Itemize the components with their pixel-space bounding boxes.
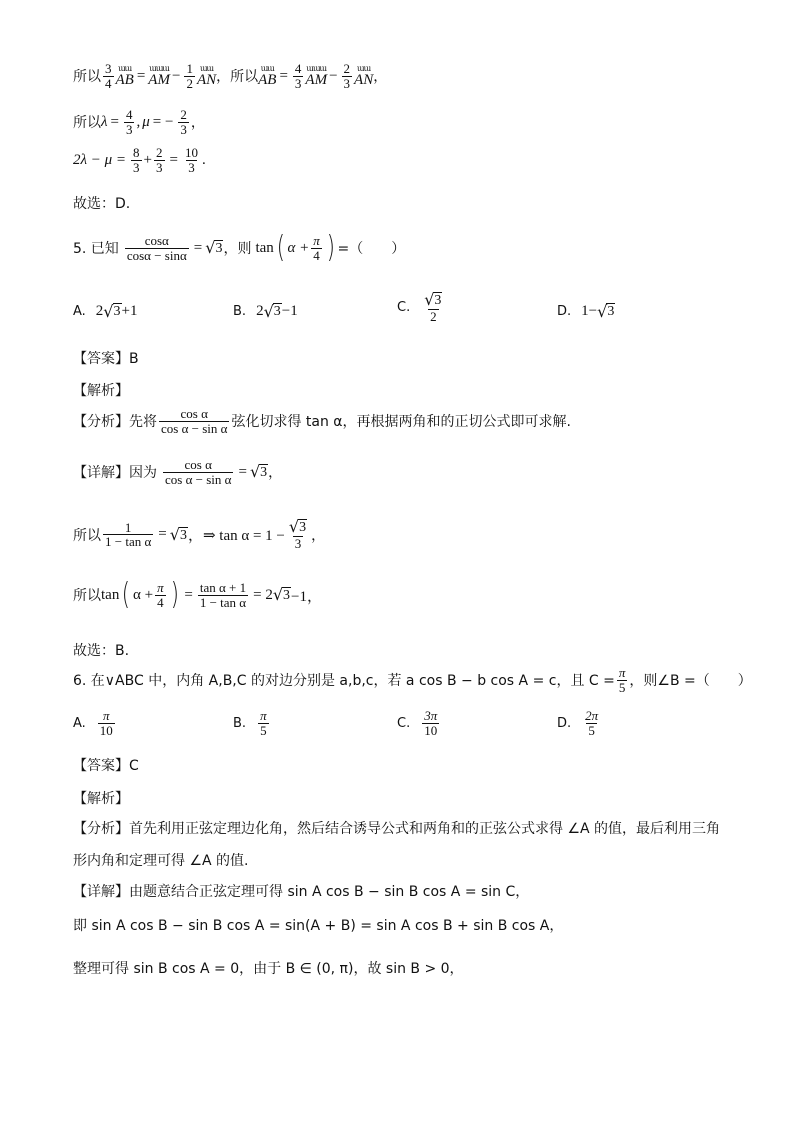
analysis-heading-5: 【解析】 — [73, 383, 129, 399]
fraction-sqrt3-3: √ 3 3 — [288, 517, 307, 552]
fraction-pi-4: $\frac{\pi}{4}$ — [313, 232, 320, 263]
fraction-1-2: $\frac{1}{2}$ — [186, 61, 193, 91]
fraction-2-3: $\frac{2}{3}$ — [343, 61, 351, 91]
vector-am: ɯɯɯ AM — [148, 63, 170, 88]
option-a[interactable]: A. $\frac{\pi}{10}$ — [73, 708, 113, 738]
analysis-6-line-2: 形内角和定理可得 ∠A 的值. — [73, 853, 249, 869]
vector-an: ɯɯ AN — [196, 63, 217, 88]
question-5-stem: 5. 已知 $\frac{\cos\alpha}{\cos\alpha - \sin\alpha}$ = √ 3 ，则 tan ( α + $\frac{\pi}{4}$ ) =（ ） — [73, 230, 406, 265]
solution-line-1: 所以 $\frac{3}{4}$ ɯɯ AB = ɯɯɯ AM − $\frac{1}{2}$ ɯɯ AN ，所以 ɯɯ AB = $\frac{4}{3}$ ɯɯɯ AM − $\frac{2}{3}$ ɯɯ AN ， — [73, 61, 388, 91]
vector-ab: ɯɯ AB — [115, 63, 134, 88]
answer-choice-line-5: 故选：B. — [73, 643, 130, 659]
sqrt-3: √ 3 — [263, 301, 281, 321]
solution-line-3: 2λ − μ = $\frac{8}{3}$ + $\frac{2}{3}$ = $\frac{10}{3}$ . — [73, 145, 206, 175]
fraction-4-3: $\frac{4}{3}$ — [294, 61, 302, 91]
sqrt-3: √ 3 — [169, 525, 187, 545]
fraction-2-3: $\frac{2}{3}$ — [180, 107, 187, 137]
sqrt-3: √ 3 — [205, 238, 223, 258]
detail-5-line-2: 所以 $\frac{1}{\text{1 − tan α}}$ = √ 3 ，⇒ tan α = 1 − √ 3 3 ， — [73, 517, 326, 552]
sqrt-3: √ 3 — [288, 517, 307, 537]
option-c[interactable]: C. $\frac{3\pi}{10}$ — [397, 708, 438, 738]
sqrt-3: √ 3 — [424, 290, 442, 310]
solution-line-2: 所以 λ = $\frac{4}{3}$ , μ = − $\frac{2}{3}$ ， — [73, 107, 205, 137]
detail-5-line-3: 所以 tan ( α + $\frac{\pi}{4}$ ) = $\frac{\text{tan α + 1}}{\text{1 − tan α}}$ = 2 √ 3 −1， — [73, 577, 322, 612]
fraction-cos-over-diff: $\frac{\cos\alpha}{\cos\alpha - \sin\alpha}$ — [126, 232, 187, 263]
fraction-pi-4: $\frac{\pi}{4}$ — [157, 579, 164, 610]
option-a[interactable]: A. 2 √ 3 +1 — [73, 301, 138, 321]
vector-ab: ɯɯ AB — [258, 63, 277, 88]
fraction-10-3: $\frac{10}{3}$ — [184, 145, 198, 175]
fraction-4-3: $\frac{4}{3}$ — [125, 107, 133, 137]
option-c[interactable]: C. √ 3 2 — [397, 292, 446, 324]
text: 所以 — [73, 69, 101, 86]
fraction-8-3: $\frac{8}{3}$ — [133, 145, 140, 175]
detail-6-line-2: 即 sin A cos B − sin B cos A = sin(A + B) = sin A cos B + sin B cos A， — [73, 918, 564, 934]
option-d[interactable]: D. $\frac{2\pi}{5}$ — [557, 708, 599, 738]
option-b[interactable]: B. $\frac{\pi}{5}$ — [233, 708, 267, 738]
fraction-tan-sum: $\frac{\text{tan α + 1}}{\text{1 − tan α}}$ — [199, 579, 247, 610]
answer-choice-line: 故选：D. — [73, 196, 131, 212]
fraction-cos-over-diff: $\frac{\text{cos α}}{\text{cos α − sin α}}$ — [165, 457, 232, 487]
fraction-option: $\frac{\pi}{10}$ — [99, 708, 113, 738]
sqrt-3: √ 3 — [103, 301, 121, 321]
analysis-5: 【分析】先将 $\frac{\text{cos α}}{\text{cos α − sin α}}$ 弦化切求得 tan α，再根据两角和的正切公式即可求解. — [73, 406, 571, 436]
fraction-option: $\frac{\pi}{5}$ — [260, 708, 267, 738]
question-6-stem: 6. 在∨ABC 中，内角 A,B,C 的对边分别是 a,b,c，若 a cos B − b cos A = c，且 C = $\frac{\pi}{5}$ ，则∠B =（ ） — [73, 665, 752, 695]
vector-am: ɯɯɯ AM — [305, 63, 328, 88]
sqrt-3: √ 3 — [272, 585, 291, 605]
analysis-6-line-1: 【分析】首先利用正弦定理边化角，然后结合诱导公式和两角和的正弦公式求得 ∠A 的值，最后利用三角 — [73, 821, 721, 837]
answer-5: 【答案】B — [73, 351, 139, 367]
fraction-pi-5: $\frac{\pi}{5}$ — [618, 665, 626, 695]
option-d[interactable]: D. 1− √ 3 — [557, 301, 615, 321]
answer-6: 【答案】C — [73, 758, 139, 774]
detail-6-line-3: 整理可得 sin B cos A = 0，由于 B ∈ (0, π)，故 sin B > 0， — [73, 961, 464, 977]
detail-6-line-1: 【详解】由题意结合正弦定理可得 sin A cos B − sin B cos A = sin C， — [73, 884, 530, 900]
fraction-3-4: $\frac{3}{4}$ — [105, 61, 112, 91]
analysis-heading-6: 【解析】 — [73, 791, 129, 807]
fraction-2-3: $\frac{2}{3}$ — [156, 145, 163, 175]
vector-an: ɯɯ AN — [354, 63, 374, 88]
sqrt-3: √ 3 — [249, 462, 268, 482]
sqrt-3: √ 3 — [597, 301, 615, 321]
detail-5-line-1: 【详解】因为 $\frac{\text{cos α}}{\text{cos α − sin α}}$ = √ 3 ， — [73, 457, 283, 487]
fraction-option: $\frac{2\pi}{5}$ — [585, 708, 599, 738]
fraction-cos-over-diff: $\frac{\text{cos α}}{\text{cos α − sin α}}$ — [161, 406, 228, 436]
fraction-sqrt3-2: √ 3 2 — [424, 290, 442, 325]
fraction-1-over-1-tan: $\frac{1}{\text{1 − tan α}}$ — [105, 519, 152, 550]
option-b[interactable]: B. 2 √ 3 −1 — [233, 301, 298, 321]
fraction-option: $\frac{3\pi}{10}$ — [424, 708, 438, 738]
